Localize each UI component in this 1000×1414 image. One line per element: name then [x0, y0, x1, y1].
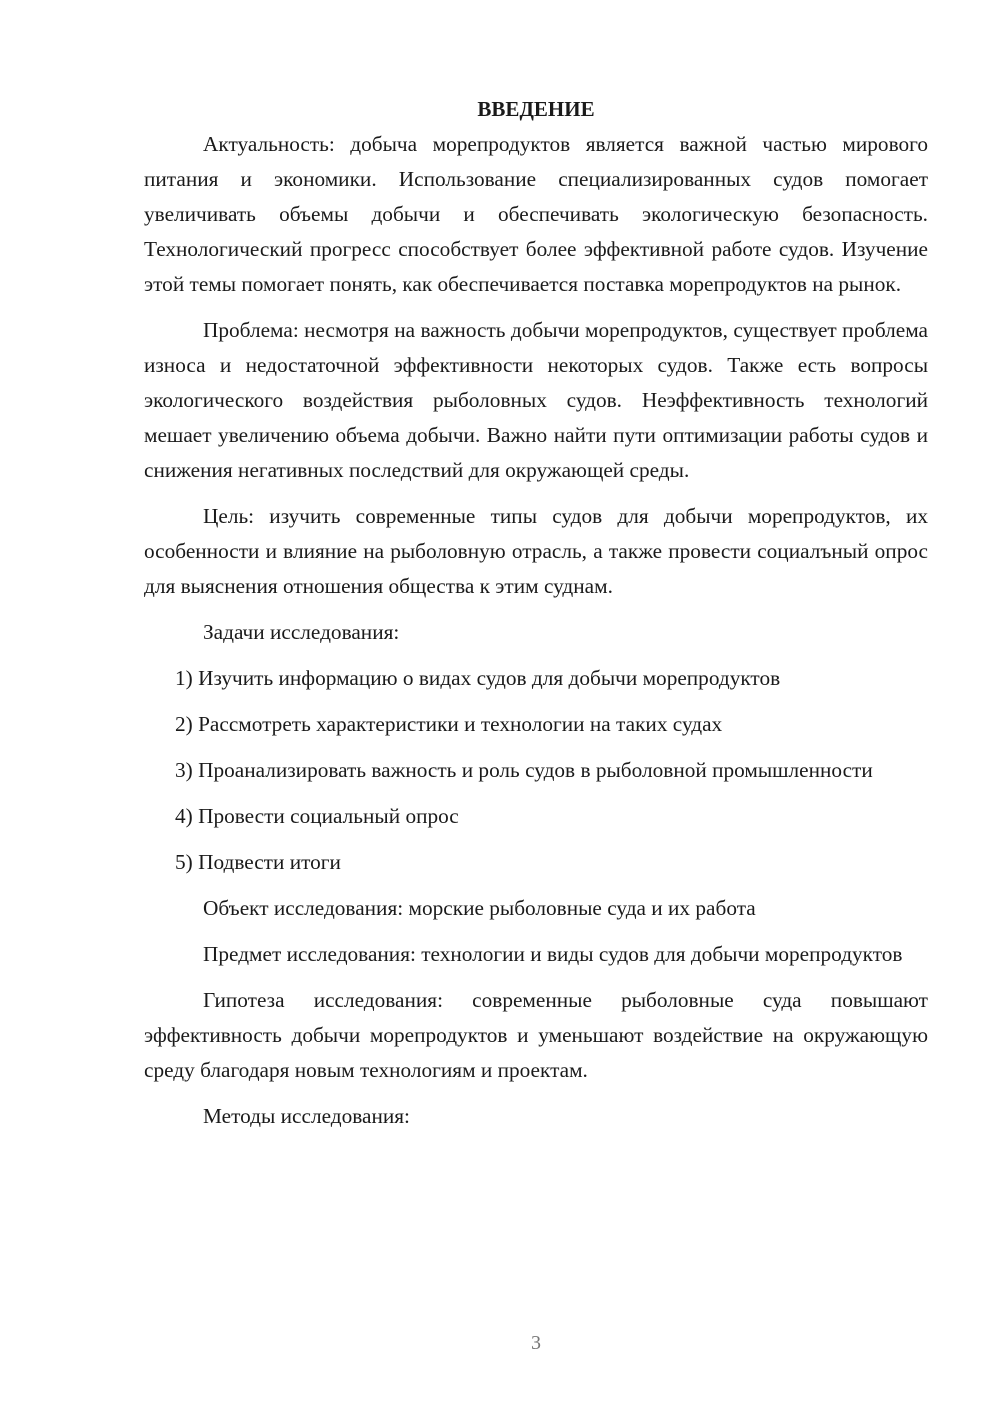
paragraph-goal: Цель: изучить современные типы судов для добычи морепродуктов, их особенности и влияние на рыболовную отрасль, а также провести социалъный опрос для выяснения отношения общества к этим суднам.: [144, 504, 928, 598]
paragraph-tasks-heading: Задачи исследования:: [203, 620, 400, 644]
task-item: 2) Рассмотреть характеристики и технологии на таких судах: [175, 712, 723, 736]
paragraph-subject: Предмет исследования: технологии и виды судов для добычи морепродуктов: [203, 942, 903, 966]
paragraph-object: Объект исследования: морские рыболовные суда и их работа: [203, 896, 756, 920]
task-item: 5) Подвести итоги: [175, 850, 341, 874]
task-item: 1) Изучить информацию о видах судов для добычи морепродуктов: [175, 666, 781, 690]
paragraph-methods: Методы исследования:: [203, 1104, 410, 1128]
section-title: ВВЕДЕНИЕ: [477, 97, 595, 121]
paragraph-hypothesis: Гипотеза исследования: современные рыболовные суда повышают эффективность добычи морепродуктов и уменьшают воздействие на окружающую среду благодаря новым технологиям и проектам.: [144, 988, 928, 1082]
page-number: 3: [531, 1332, 541, 1354]
task-item: 3) Проанализировать важность и роль судов в рыболовной промышленности: [175, 758, 873, 782]
document-body: [144, 92, 928, 1145]
paragraph-relevance: Актуальность: добыча морепродуктов является важной частью мирового питания и экономики. Использование специализированных судов помогает увеличивать объемы добычи и обеспечивать экологическую безопасность. Технологический прогресс способствует более эффективной работе судов. Изучение этой темы помогает понять, как обеспечивается поставка морепродуктов на рынок.: [144, 132, 928, 296]
task-item: 4) Провести социальный опрос: [175, 804, 459, 828]
paragraph-problem: Проблема: несмотря на важность добычи морепродуктов, существует проблема износа и недостаточной эффективности некоторых судов. Также есть вопросы экологического воздействия рыболовных судов. Неэффективность технологий мешает увеличению объема добычи. Важно найти пути оптимизации работы судов и снижения негативных последствий для окружающей среды.: [144, 318, 928, 482]
